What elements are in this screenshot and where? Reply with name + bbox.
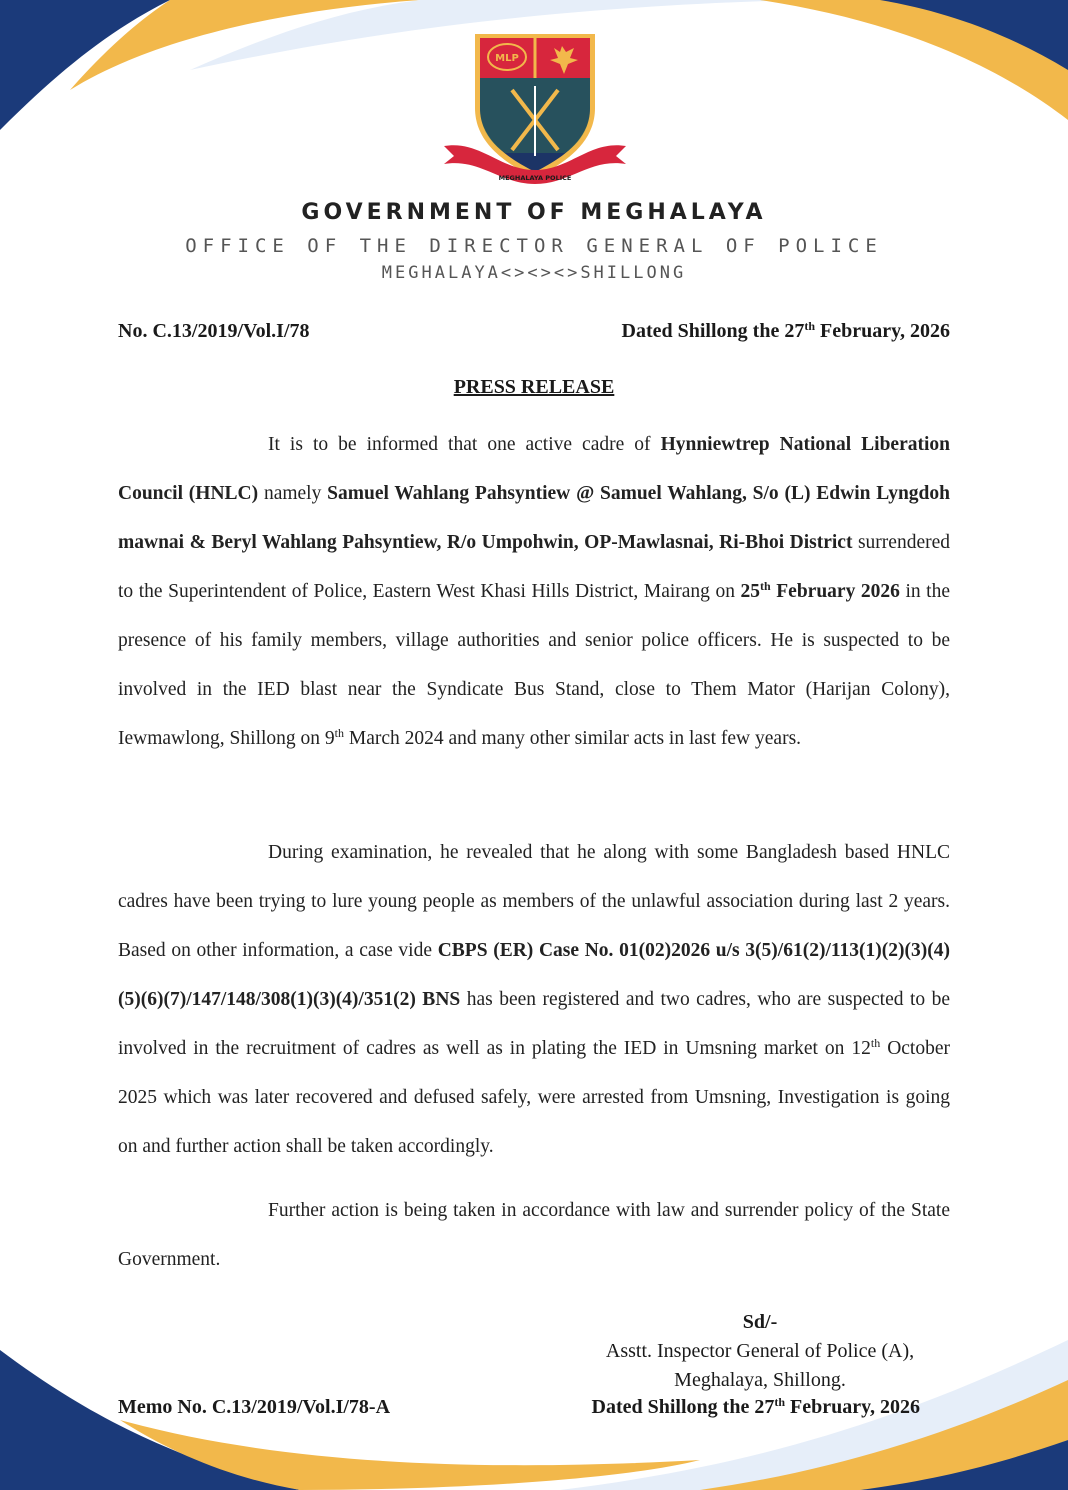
reference-date: Dated Shillong the 27th February, 2026 — [621, 319, 950, 342]
signature-designation: Asstt. Inspector General of Police (A), — [605, 1340, 915, 1362]
office-heading: OFFICE OF THE DIRECTOR GENERAL OF POLICE — [185, 235, 883, 257]
press-release-title: PRESS RELEASE — [453, 376, 615, 398]
memo-date: Dated Shillong the 27th February, 2026 — [591, 1395, 920, 1418]
place-heading: MEGHALAYA<><><>SHILLONG — [381, 263, 687, 283]
signature-location: Meghalaya, Shillong. — [674, 1369, 846, 1391]
signature-block — [560, 1308, 960, 1395]
paragraph-examination: During examination, he revealed that he along with some Bangladesh based HNLC cadres have been trying to lure young people as members of the unlawful association during last 2 years. Based on other information, a case vide CBPS (ER) Case No. 01(02)2026 u/s 3(5)/61(2)/113(1)(2)(3)(4)(5)(6)(7)/147/148/308(1)(3)(4)/351(2) BNS has been registered and two cadres, who are suspected to be involved in the recruitment of cadres as well as in plating the IED in Umsning market on 12th October 2025 which was later recovered and defused safely, were arrested from Umsning, Investigation is going on and further action shall be taken accordingly. — [118, 842, 951, 1157]
reference-number: No. C.13/2019/Vol.I/78 — [118, 320, 310, 342]
paragraph-surrender: It is to be informed that one active cadre of Hynniewtrep National Liberation Council (HNLC) namely Samuel Wahlang Pahsyntiew @ Samuel Wahlang, S/o (L) Edwin Lyngdoh mawnai & Beryl Wahlang Pahsyntiew, R/o Umpohwin, OP-Mawlasnai, Ri-Bhoi District surrendered to the Superintendent of Police, Eastern West Khasi Hills District, Mairang on 25th February 2026 in the presence of his family members, village authorities and senior police officers. He is suspected to be involved in the IED blast near the Syndicate Bus Stand, close to Them Mator (Harijan Colony), Iewmawlong, Shillong on 9th March 2024 and many other similar acts in last few years. — [118, 434, 950, 749]
emblem-badge-text: MLP — [495, 53, 519, 64]
emblem-ribbon-text: MEGHALAYA POLICE — [498, 174, 572, 182]
paragraph-further-action: Further action is being taken in accordance with law and surrender policy of the State Government. — [118, 1200, 950, 1270]
government-heading: GOVERNMENT OF MEGHALAYA — [301, 200, 767, 225]
memo-number: Memo No. C.13/2019/Vol.I/78-A — [118, 1396, 391, 1418]
signature-sd: Sd/- — [742, 1311, 778, 1333]
meghalaya-police-emblem-icon — [440, 28, 630, 188]
